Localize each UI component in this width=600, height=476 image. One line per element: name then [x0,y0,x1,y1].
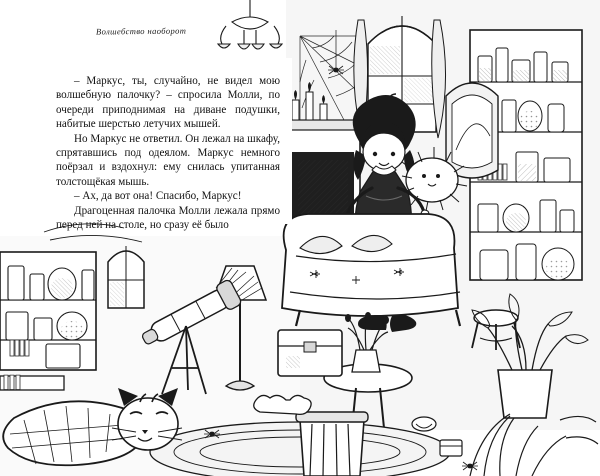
running-head: Волшебство наоборот [95,25,187,37]
left-shelf [0,252,96,370]
sofa [282,214,460,326]
paragraph-4: Драгоценная палочка Молли лежала прямо перед ней на столе, но сразу её было [56,204,280,232]
chair [296,412,368,476]
bone [254,395,311,414]
wall-mirror [446,83,498,178]
paragraph-3: – Ах, да вот она! Спасибо, Маркус! [74,190,242,203]
left-books [0,375,64,390]
paragraph-2: Но Маркус не ответил. Он лежал на шкафу, спрятавшись под одеялом. Маркус немного поёрзал и вздохнул: ему снилась упитанная толстощёкая мышь. [56,132,280,188]
body-text [56,74,280,232]
chest [278,330,342,376]
paragraph-1: – Маркус, ты, случайно, не видел мою волшебную палочку? – спросила Молли, по очереди приподнимая на диване подушки, набитые шерстью летучих мышей. [56,75,280,131]
